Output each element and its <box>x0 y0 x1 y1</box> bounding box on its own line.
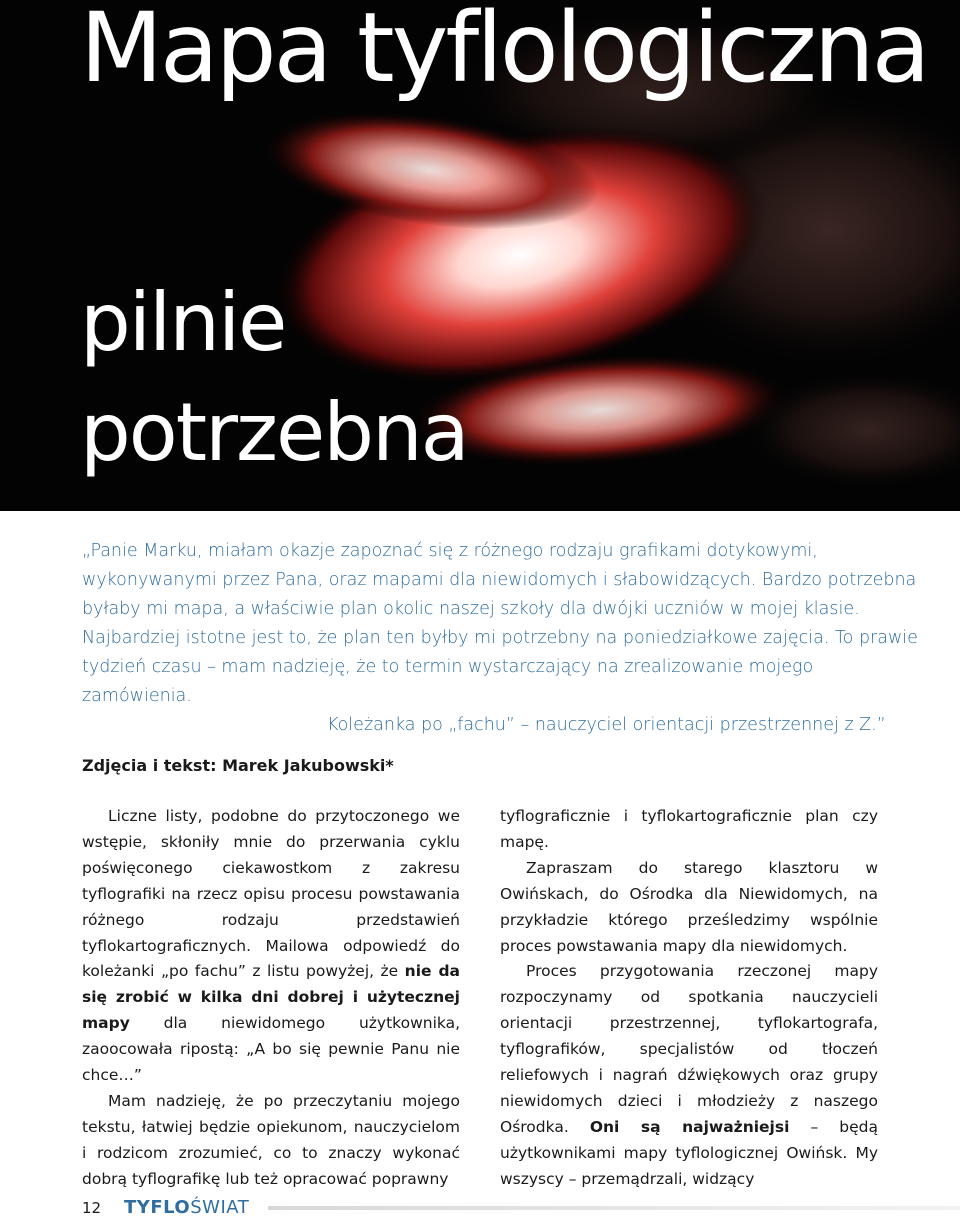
body-paragraph: Mam nadzieję, że po przeczytaniu mojego tekstu, łatwiej będzie opiekunom, nauczycielom i rodzicom zrozumieć, co to znaczy wykonać dobrą tyflografikę lub też opracować poprawny <box>82 1091 460 1188</box>
body-paragraph: tyflograficznie i tyflokartograficznie plan czy mapę. <box>500 807 878 851</box>
brand-part-1: TYFLO <box>124 1197 191 1218</box>
paragraph-text: dla niewidomego użytkownika, zaoocowała ripostą: „A bo się pewnie Panu nie chce…” <box>82 1014 460 1085</box>
emphasis-text: nie da się zrobić w kilka dni dobrej i użytecznej mapy <box>82 962 460 1033</box>
magazine-brand <box>124 1197 249 1218</box>
brand-part-2: ŚWIAT <box>190 1197 250 1218</box>
paragraph-text: Liczne listy, podobne do przytoczonego we wstępie, skłoniły mnie do przerwania cyklu poświęconego ciekawostkom z zakresu tyflografiki na rzecz opisu procesu powstawania różnego rodzaju przedstawień tyflokartograficznych. Mailowa odpowiedź do koleżanki „po fachu” z listu powyżej, że <box>82 807 460 981</box>
intro-quote-signature: Koleżanka po „fachu” – nauczyciel orientacji przestrzennej z Z.” <box>327 715 886 735</box>
hero-photo <box>0 0 960 511</box>
subtitle-line-1: pilnie <box>80 276 286 369</box>
intro-quote-text: „Panie Marku, miałam okazje zapoznać się z różnego rodzaju grafikami dotykowymi, wykonywanymi przez Pana, oraz mapami dla niewidomych i słabowidzących. Bardzo potrzebna byłaby mi mapa, a właściwie plan okolic naszej szkoły dla dwójki uczniów w mojej klasie. Najbardziej istotne jest to, że plan ten byłby mi potrzebny na poniedziałkowe zajęcia. To prawie tydzień czasu – mam nadzieję, że to termin wystarczający na zrealizowanie mojego zamówienia. <box>82 541 918 706</box>
body-column-left <box>82 804 460 1193</box>
author-byline: Zdjęcia i tekst: Marek Jakubowski* <box>82 756 394 775</box>
body-paragraph <box>82 804 460 1089</box>
article-title: Mapa tyflologiczna <box>80 0 928 104</box>
paragraph-text: – będą użytkownikami mapy tyflologicznej Owińsk. My wszyscy – przemądrzali, widzący <box>500 1117 879 1188</box>
subtitle-line-2: potrzebna <box>80 386 468 480</box>
body-paragraph: Zapraszam do starego klasztoru w Owińskach, do Ośrodka dla Niewidomych, na przykładzie którego prześledzimy wspólnie proces powstawania mapy dla niewidomych. <box>500 858 878 955</box>
paragraph-text: Proces przygotowania rzeczonej mapy rozpoczynamy od spotkania nauczycieli orientacji przestrzennej, tyflokartografa, tyflografików, specjalistów od tłoczeń reliefowych i nagrań dźwiękowych oraz grupy niewidomych dzieci i młodzieży z naszego Ośrodka. <box>500 962 878 1136</box>
intro-quote <box>82 537 922 735</box>
body-column-right <box>500 804 878 1193</box>
article-subtitle <box>80 268 468 489</box>
page-number: 12 <box>82 1199 102 1217</box>
body-paragraph <box>500 959 878 1192</box>
footer-divider <box>268 1206 960 1210</box>
emphasis-text: Oni są najważniejsi <box>589 1117 790 1136</box>
page-footer <box>0 1195 960 1218</box>
